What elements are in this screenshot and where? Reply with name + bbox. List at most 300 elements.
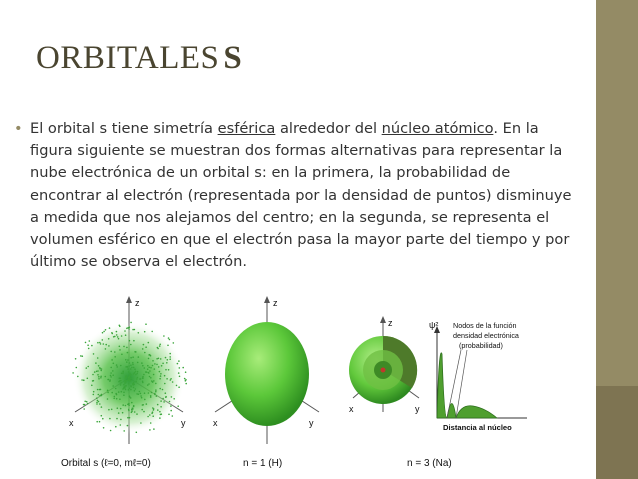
cloud-dot	[165, 357, 167, 359]
cloud-dot	[148, 383, 150, 385]
cloud-dot	[93, 394, 95, 396]
cloud-dot	[100, 376, 102, 378]
cloud-dot	[118, 391, 120, 393]
cloud-dot	[128, 409, 130, 411]
cloud-dot	[157, 409, 159, 411]
cloud-dot	[146, 403, 148, 405]
cloud-dot	[185, 380, 187, 382]
cloud-dot	[114, 356, 116, 358]
cloud-dot	[129, 362, 131, 364]
cloud-dot	[122, 371, 124, 373]
cloud-dot	[147, 416, 149, 418]
cloud-dot	[127, 417, 129, 419]
cloud-dot	[98, 376, 100, 378]
cloud-dot	[152, 381, 154, 383]
nodes-label-3: (probabilidad)	[459, 341, 503, 350]
cloud-dot	[100, 377, 102, 379]
cloud-dot	[129, 388, 131, 390]
cloud-dot	[132, 408, 134, 410]
cloud-dot	[123, 430, 125, 432]
cloud-dot	[150, 422, 152, 424]
cloud-dot	[103, 427, 105, 429]
cloud-dot	[168, 369, 170, 371]
cloud-dot	[116, 366, 118, 368]
caption-n3: n = 3 (Na)	[407, 458, 452, 469]
cloud-dot	[109, 379, 111, 381]
cloud-dot	[147, 384, 149, 386]
cloud-dot	[112, 374, 114, 376]
text-rest: . En la figura siguiente se muestran dos formas alternativas para representar la nube electrónica de un orbital s: en la primera, la probabilidad de encontrar al electrón (representada por la densidad de puntos) disminuye a medida que nos alejamos del centro; en la segunda, se representa el volumen esférico en que el electrón pasa la mayor parte del tiempo y por último se observa el electrón.	[30, 120, 572, 271]
cloud-dot	[167, 359, 169, 361]
cloud-dot	[152, 365, 154, 367]
cloud-dot	[109, 327, 111, 329]
cloud-dot	[140, 395, 142, 397]
cloud-dot	[142, 365, 144, 367]
cloud-dot	[171, 396, 173, 398]
bullet-text	[14, 118, 574, 273]
nodes-label-2: densidad electrónica	[453, 331, 519, 340]
cloud-dot	[133, 340, 135, 342]
cloud-dot	[108, 409, 110, 411]
axis-y-label-3: y	[415, 404, 420, 414]
cloud-dot	[111, 409, 113, 411]
cloud-dot	[99, 421, 101, 423]
cloud-dot	[129, 380, 131, 382]
cloud-dot	[113, 336, 115, 338]
cloud-dot	[94, 371, 96, 373]
cloud-dot	[185, 383, 187, 385]
cloud-dot	[116, 398, 118, 400]
cloud-dot	[154, 393, 156, 395]
cloud-dot	[130, 364, 132, 366]
cloud-dot	[120, 424, 122, 426]
cloud-dot	[160, 373, 162, 375]
sphere-orbital	[225, 322, 309, 426]
cloud-dot	[153, 380, 155, 382]
cloud-dot	[96, 421, 98, 423]
cloud-dot	[141, 397, 143, 399]
cloud-dot	[140, 422, 142, 424]
cloud-dot	[150, 396, 152, 398]
cloud-dot	[144, 399, 146, 401]
cloud-dot	[159, 378, 161, 380]
cloud-dot	[144, 352, 146, 354]
cloud-dot	[125, 380, 127, 382]
cloud-dot	[148, 342, 150, 344]
cloud-dot	[122, 373, 124, 375]
cloud-dot	[143, 344, 145, 346]
cloud-dot	[87, 366, 89, 368]
cloud-dot	[129, 340, 131, 342]
cloud-dot	[173, 342, 175, 344]
cloud-dot	[178, 360, 180, 362]
cloud-dot	[123, 392, 125, 394]
cloud-dot	[87, 344, 89, 346]
cloud-dot	[135, 371, 137, 373]
cloud-dot	[133, 373, 135, 375]
cloud-dot	[92, 374, 94, 376]
cloud-dot	[105, 376, 107, 378]
cloud-dot	[93, 353, 95, 355]
bullet-paragraph	[30, 118, 574, 273]
cloud-dot	[121, 391, 123, 393]
cloud-dot	[158, 366, 160, 368]
cloud-dot	[170, 378, 172, 380]
cloud-dot	[96, 403, 98, 405]
cloud-dot	[137, 362, 139, 364]
cloud-dot	[136, 378, 138, 380]
cloud-dot	[105, 344, 107, 346]
cloud-dot	[138, 356, 140, 358]
cloud-dot	[122, 412, 124, 414]
cloud-dot	[159, 411, 161, 413]
cloud-dot	[102, 332, 104, 334]
cloud-dot	[119, 325, 121, 327]
cloud-dot	[129, 395, 131, 397]
axis-x-label-1: x	[69, 418, 74, 428]
cloud-dot	[91, 385, 93, 387]
cloud-dot	[150, 367, 152, 369]
cloud-dot	[142, 381, 144, 383]
side-decoration-bar-bottom	[596, 386, 638, 479]
cloud-dot	[132, 364, 134, 366]
cloud-dot	[98, 365, 100, 367]
cloud-dot	[125, 377, 127, 379]
cloud-dot	[132, 356, 134, 358]
cloud-dot	[130, 389, 132, 391]
cloud-dot	[136, 413, 138, 415]
text-mid: alrededor del	[275, 120, 382, 137]
cloud-dot	[127, 377, 129, 379]
cloud-dot	[120, 384, 122, 386]
cloud-dot	[138, 393, 140, 395]
cloud-dot	[157, 404, 159, 406]
cloud-dot	[112, 385, 114, 387]
cloud-dot	[133, 367, 135, 369]
cloud-dot	[110, 367, 112, 369]
axis-z-label-3: z	[388, 318, 393, 328]
nucleus-dot	[381, 368, 386, 373]
cloud-dot	[119, 346, 121, 348]
nodes-label-1: Nodos de la función	[453, 321, 517, 330]
cloud-dot	[134, 329, 136, 331]
cloud-dot	[143, 411, 145, 413]
cloud-dot	[101, 395, 103, 397]
cloud-dot	[133, 387, 135, 389]
cloud-dot	[168, 337, 170, 339]
cloud-dot	[178, 372, 180, 374]
cloud-dot	[155, 391, 157, 393]
cloud-dot	[108, 338, 110, 340]
cloud-dot	[145, 323, 147, 325]
cloud-dot	[149, 414, 151, 416]
cloud-dot	[149, 354, 151, 356]
cloud-dot	[93, 391, 95, 393]
cloud-dot	[152, 411, 154, 413]
cloud-dot	[157, 348, 159, 350]
cloud-dot	[172, 415, 174, 417]
cloud-dot	[85, 342, 87, 344]
cloud-dot	[134, 411, 136, 413]
axis-y-label-1: y	[181, 418, 186, 428]
cloud-dot	[120, 382, 122, 384]
cloud-dot	[87, 378, 89, 380]
cloud-dot	[130, 386, 132, 388]
cloud-dot	[129, 417, 131, 419]
cloud-dot	[99, 389, 101, 391]
cloud-dot	[100, 370, 102, 372]
cloud-dot	[160, 358, 162, 360]
cloud-dot	[147, 368, 149, 370]
cloud-dot	[97, 357, 99, 359]
cloud-dot	[170, 405, 172, 407]
cloud-dot	[108, 379, 110, 381]
cloud-dot	[114, 396, 116, 398]
title-strong: S	[223, 40, 243, 76]
cloud-dot	[103, 343, 105, 345]
cloud-dot	[115, 388, 117, 390]
cloud-dot	[144, 392, 146, 394]
cloud-dot	[120, 378, 122, 380]
cloud-dot	[155, 389, 157, 391]
cloud-dot	[142, 378, 144, 380]
cloud-dot	[123, 346, 125, 348]
cloud-dot	[165, 369, 167, 371]
cloud-dot	[118, 412, 120, 414]
cloud-dot	[139, 378, 141, 380]
cloud-dot	[134, 351, 136, 353]
sphere-diagram	[213, 296, 319, 444]
cloud-dot	[185, 371, 187, 373]
cloud-dot	[168, 414, 170, 416]
cloud-dot	[130, 368, 132, 370]
cloud-dot	[137, 371, 139, 373]
cloud-dot	[116, 394, 118, 396]
cloud-dot	[130, 378, 132, 380]
cloud-dot	[97, 342, 99, 344]
cloud-dot	[153, 374, 155, 376]
cloud-dot	[145, 371, 147, 373]
cloud-dot	[93, 380, 95, 382]
cloud-dot	[151, 392, 153, 394]
bullet-icon: •	[14, 120, 23, 137]
cloud-dot	[121, 335, 123, 337]
cloud-dot	[86, 367, 88, 369]
cloud-dot	[127, 352, 129, 354]
cloud-dot	[128, 371, 130, 373]
cloud-dot	[97, 389, 99, 391]
cloud-dot	[86, 401, 88, 403]
cloud-dot	[120, 419, 122, 421]
link-nucleo-atomico[interactable]: núcleo atómico	[381, 120, 494, 137]
cloud-dot	[161, 365, 163, 367]
cloud-dot	[147, 365, 149, 367]
cloud-dot	[156, 364, 158, 366]
cloud-dot	[164, 375, 166, 377]
cloud-dot	[156, 358, 158, 360]
cloud-dot	[127, 327, 129, 329]
cloud-dot	[82, 355, 84, 357]
cloud-dot	[125, 359, 127, 361]
cloud-dot	[101, 406, 103, 408]
distance-label: Distancia al núcleo	[443, 423, 512, 432]
cloud-dot	[162, 363, 164, 365]
cloud-dot	[148, 372, 150, 374]
cloud-dot	[153, 408, 155, 410]
cloud-dot	[162, 389, 164, 391]
cloud-dot	[144, 331, 146, 333]
cloud-dot	[137, 377, 139, 379]
cloud-dot	[125, 334, 127, 336]
cloud-dot	[142, 376, 144, 378]
cloud-dot	[96, 397, 98, 399]
cloud-dot	[101, 415, 103, 417]
cloud-dot	[141, 362, 143, 364]
cloud-dot	[127, 359, 129, 361]
cloud-dot	[159, 388, 161, 390]
cloud-dot	[114, 351, 116, 353]
cloud-dot	[89, 340, 91, 342]
cloud-dot	[166, 378, 168, 380]
cloud-dot	[111, 392, 113, 394]
cloud-dot	[120, 380, 122, 382]
cloud-dot	[110, 430, 112, 432]
cloud-dot	[159, 344, 161, 346]
cloud-dot	[135, 388, 137, 390]
cloud-dot	[170, 410, 172, 412]
cloud-dot	[116, 418, 118, 420]
cloud-dot	[161, 413, 163, 415]
cloud-dot	[75, 358, 77, 360]
cloud-dot	[123, 384, 125, 386]
psi-label: ψ²	[429, 320, 439, 330]
cloud-dot	[143, 374, 145, 376]
cloud-dot	[126, 347, 128, 349]
cloud-dot	[118, 338, 120, 340]
axis-z-label-2: z	[273, 298, 278, 308]
cloud-dot	[160, 406, 162, 408]
cloud-dot	[135, 374, 137, 376]
cloud-dot	[167, 345, 169, 347]
cloud-dot	[125, 389, 127, 391]
cloud-dot	[140, 393, 142, 395]
cloud-dot	[117, 336, 119, 338]
cloud-dot	[131, 402, 133, 404]
cloud-dot	[136, 373, 138, 375]
cloud-dot	[152, 360, 154, 362]
cloud-dot	[136, 432, 138, 434]
probability-graph	[429, 320, 527, 432]
cloud-dot	[126, 361, 128, 363]
cloud-dot	[112, 370, 114, 372]
orbital-figure	[57, 294, 533, 479]
cloud-dot	[165, 392, 167, 394]
cloud-dot	[127, 380, 129, 382]
cloud-dot	[142, 348, 144, 350]
cloud-dot	[169, 356, 171, 358]
cloud-dot	[128, 365, 130, 367]
cloud-dot	[96, 371, 98, 373]
cloud-dot	[163, 401, 165, 403]
cloud-dot	[159, 345, 161, 347]
cloud-dot	[159, 371, 161, 373]
cloud-dot	[72, 372, 74, 374]
cloud-dot	[160, 400, 162, 402]
cloud-dot	[83, 408, 85, 410]
cloud-dot	[176, 385, 178, 387]
cloud-dot	[142, 404, 144, 406]
cloud-dot	[99, 395, 101, 397]
cloud-dot	[96, 402, 98, 404]
slide-title	[36, 40, 242, 77]
cloud-dot	[83, 380, 85, 382]
cloud-dot	[125, 382, 127, 384]
cloud-dot	[169, 401, 171, 403]
cloud-dot	[123, 394, 125, 396]
cloud-dot	[127, 368, 129, 370]
cloud-dot	[107, 398, 109, 400]
cloud-dot	[177, 405, 179, 407]
cloud-dot	[145, 346, 147, 348]
cloud-dot	[113, 363, 115, 365]
cloud-dot	[121, 373, 123, 375]
link-esferica[interactable]: esférica	[217, 120, 276, 137]
cloud-dot	[139, 391, 141, 393]
cloud-dot	[184, 378, 186, 380]
cloud-dot	[148, 367, 150, 369]
cloud-dot	[120, 365, 122, 367]
cloud-dot	[150, 377, 152, 379]
cloud-dot	[105, 329, 107, 331]
cloud-dot	[154, 363, 156, 365]
cloud-dot	[133, 406, 135, 408]
cloud-dot	[169, 339, 171, 341]
axis-z-label-1: z	[135, 298, 140, 308]
cloud-dot	[110, 372, 112, 374]
cloud-dot	[173, 398, 175, 400]
axis-y-label-2: y	[309, 418, 314, 428]
cloud-dot	[116, 334, 118, 336]
cloud-dot	[135, 381, 137, 383]
cloud-dot	[179, 376, 181, 378]
cloud-dot	[110, 375, 112, 377]
cloud-dot	[162, 398, 164, 400]
cloud-dot	[91, 345, 93, 347]
cloud-dot	[126, 375, 128, 377]
cloud-dot	[120, 408, 122, 410]
cloud-dot	[144, 367, 146, 369]
cloud-dot	[166, 362, 168, 364]
cloud-dot	[172, 381, 174, 383]
cloud-dot	[125, 385, 127, 387]
cloud-dot	[154, 368, 156, 370]
caption-n1: n = 1 (H)	[243, 458, 283, 469]
cloud-dot	[117, 407, 119, 409]
text-intro: El orbital s tiene simetría	[30, 120, 218, 137]
cloud-dot	[148, 392, 150, 394]
cloud-dot	[116, 364, 118, 366]
cloud-dot	[125, 366, 127, 368]
axis-x-label-2: x	[213, 418, 218, 428]
cloud-dot	[169, 358, 171, 360]
cloud-dot	[164, 383, 166, 385]
cloud-dot	[149, 429, 151, 431]
cloud-dot	[149, 370, 151, 372]
cloud-dot	[98, 401, 100, 403]
cloud-dot	[110, 376, 112, 378]
cloud-dot	[100, 343, 102, 345]
cloud-dot	[97, 374, 99, 376]
